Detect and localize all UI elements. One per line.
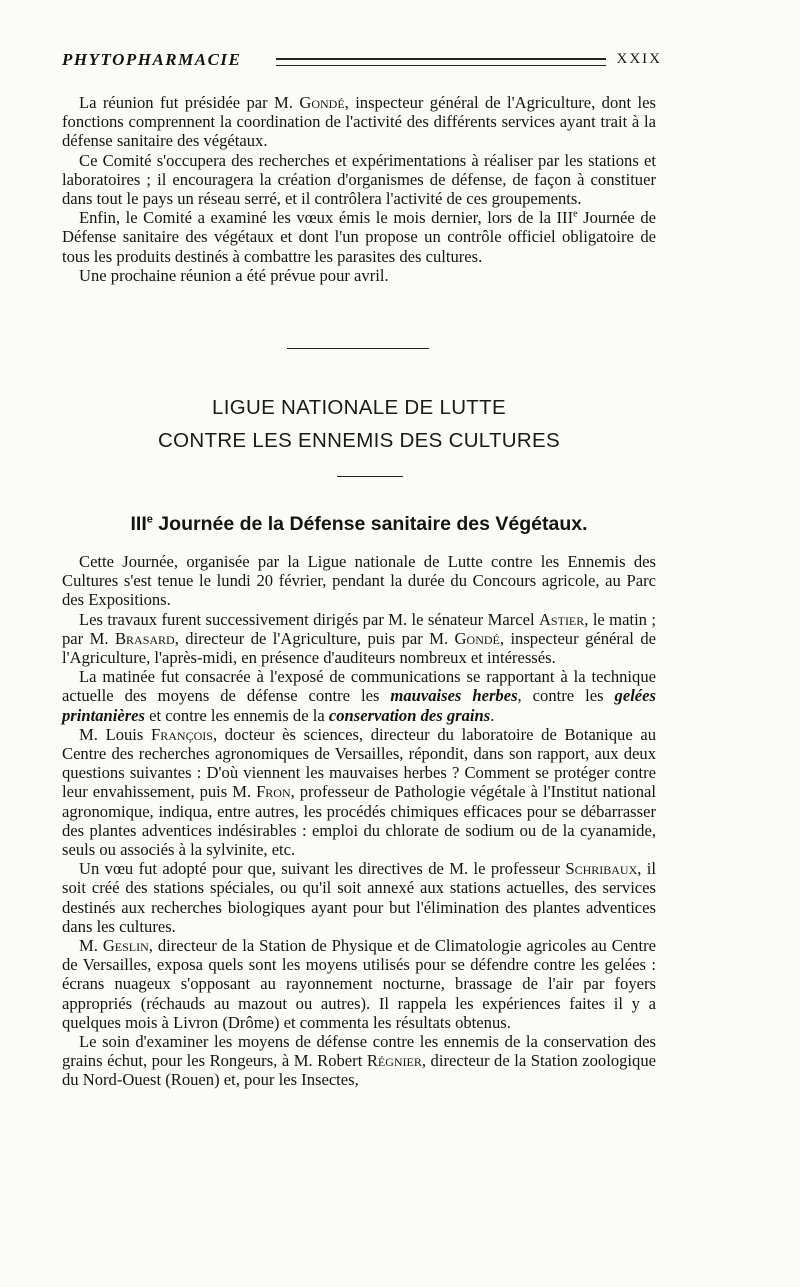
section-title-line-1: LIGUE NATIONALE DE LUTTE [212, 396, 506, 419]
top-section [62, 93, 656, 285]
paragraph: Les travaux furent successivement dirigés par M. le sénateur Marcel Astier, le matin ; par M. Brasard, directeur de l'Agriculture, puis par M. Gondé, inspecteur général de l'Agriculture, l'après-midi, en présence d'auditeurs nombreux et intéressés. [62, 609, 656, 668]
paragraph: Ce Comité s'occupera des recherches et expérimentations à réaliser par les stations et laboratoires ; il encouragera la création d'organismes de défense, de façon à constituer dans tout le pays un réseau serré, et il contrôlera l'activité de ces groupements. [62, 150, 656, 209]
paragraph: M. Geslin, directeur de la Station de Physique et de Climatologie agricoles au Centre de Versailles, exposa quels sont les moyens utilisés pour se défendre contre les gelées : écrans nuageux s'opposant au rayonnement nocturne, brassage de l'air par foyers appropriés (réchauds au mazout ou autres). Il rappela les expériences faites il y a quelques mois à Livron (Drôme) et commenta les résultats obtenus. [62, 936, 656, 1032]
paragraph: Cette Journée, organisée par la Ligue nationale de Lutte contre les Ennemis des Cultures s'est tenue le lundi 20 février, pendant la durée du Concours agricole, au Parc des Expositions. [62, 552, 656, 610]
paragraph: Enfin, le Comité a examiné les vœux émis le mois dernier, lors de la IIIe Journée de Défense sanitaire des végétaux et dont l'un propose un contrôle officiel obligatoire de tous les produits destinés à combattre les parasites des cultures. [62, 208, 656, 266]
person-name: Geslin [102, 936, 149, 956]
page-number: XXIX [616, 51, 662, 67]
person-name: Gondé [454, 628, 500, 648]
running-title: PHYTOPHARMACIE [62, 50, 242, 69]
page-header [62, 50, 662, 76]
header-double-rule [276, 58, 606, 66]
section-divider [287, 348, 429, 349]
subsection-title: IIIe Journée de la Défense sanitaire des Végétaux. [130, 513, 588, 535]
paragraph: La matinée fut consacrée à l'exposé de communications se rapportant à la technique actuelle des moyens de défense contre les mauvaises herbes, contre les gelées printanières et contre les ennemis de la conservation des grains. [62, 667, 656, 725]
person-name: Fron [256, 782, 291, 802]
person-name: François [151, 724, 213, 744]
title-divider [337, 476, 403, 477]
person-name: Gondé [299, 93, 345, 112]
paragraph: Le soin d'examiner les moyens de défense contre les ennemis de la conservation des grains échut, pour les Rongeurs, à M. Robert Régnier, directeur de la Station zoologique du Nord-Ouest (Rouen) et, pour les Insectes, [62, 1032, 656, 1090]
person-name: Régnier [366, 1051, 422, 1071]
paragraph: Un vœu fut adopté pour que, suivant les directives de M. le professeur Schribaux, il soit créé des stations spéciales, ou qu'il soit annexé aux stations actuelles, des services destinés aux recherches biologiques ayant pour but l'élimination des plantes adventices dans les cultures. [62, 859, 656, 936]
paragraph: M. Louis François, docteur ès sciences, directeur du laboratoire de Botanique au Centre des recherches agronomiques de Versailles, répondit, dans son rapport, aux deux questions suivantes : D'où viennent les mauvaises herbes ? Comment se protéger contre leur envahissement, puis M. Fron, professeur de Pathologie végétale à l'Institut national agronomique, indiqua, entre autres, les procédés chimiques efficaces pour se débarrasser des plantes adventices indésirables : emploi du chlorate de sodium ou de la cyanamide, seuls ou associés à la sylvinite, etc. [62, 724, 657, 860]
person-name: Brasard [114, 628, 175, 648]
paragraph: Une prochaine réunion a été prévue pour avril. [79, 265, 389, 285]
paragraph: La réunion fut présidée par M. Gondé, inspecteur général de l'Agriculture, dont les fonctions comprennent la coordination de l'activité des différents services ayant trait à la défense sanitaire des végétaux. [62, 93, 656, 151]
person-name: Astier [538, 609, 585, 629]
section-title-line-2: CONTRE LES ENNEMIS DES CULTURES [158, 429, 560, 452]
person-name: Schribaux [565, 859, 638, 879]
article-body [62, 552, 656, 1090]
